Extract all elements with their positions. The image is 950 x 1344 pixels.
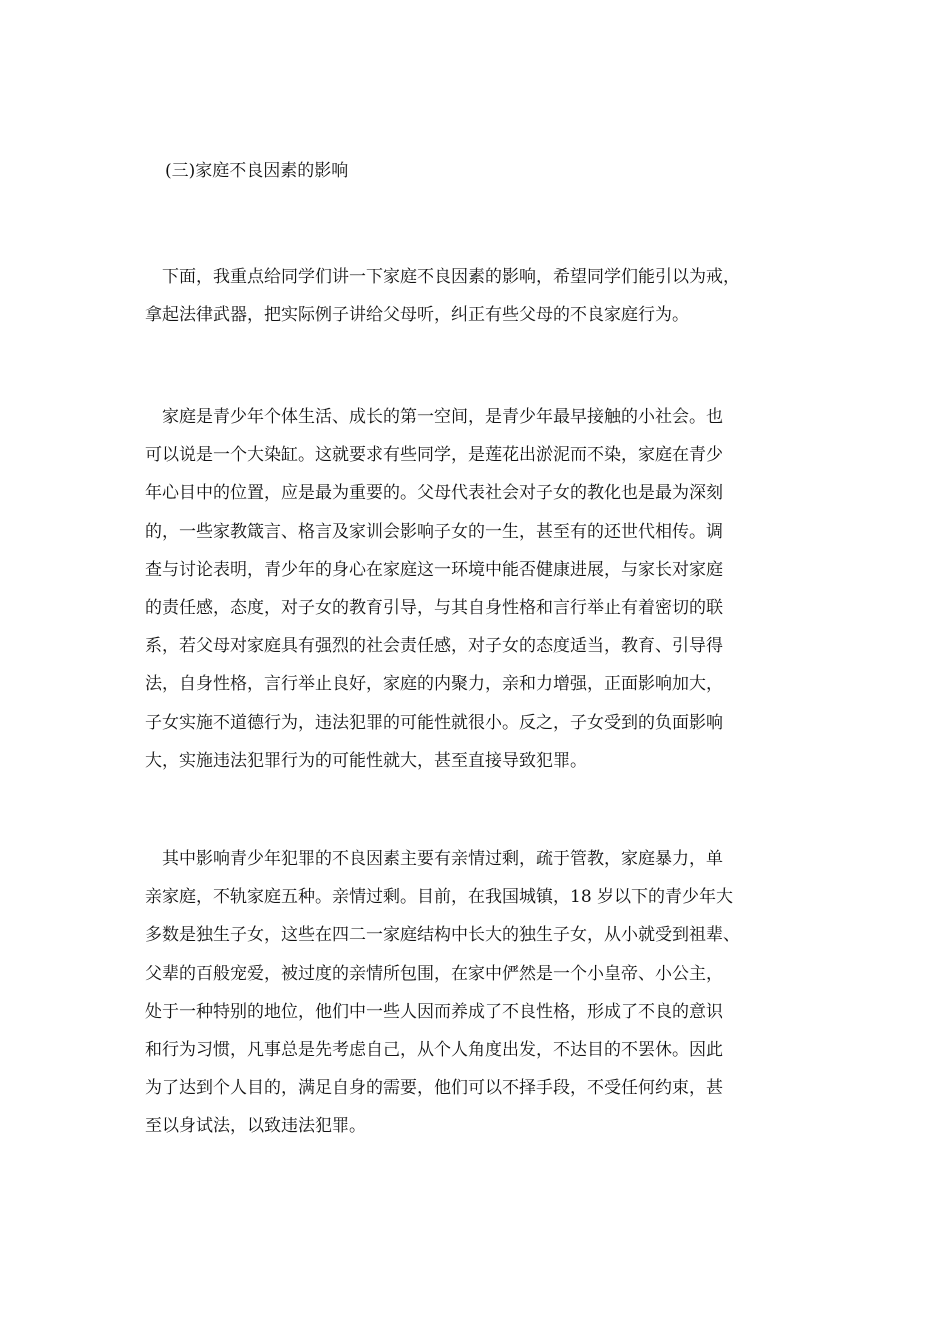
paragraph-2 bbox=[145, 398, 810, 780]
paragraph-line: 的责任感，态度，对子女的教育引导，与其自身性格和言行举止有着密切的联 bbox=[145, 597, 723, 618]
paragraph-line: 查与讨论表明，青少年的身心在家庭这一环境中能否健康进展，与家长对家庭 bbox=[145, 559, 723, 580]
paragraph-line: 亲家庭，不轨家庭五种。亲情过剩。目前，在我国城镇，18 岁以下的青少年大 bbox=[145, 887, 734, 908]
section-heading: (三)家庭不良因素的影响 bbox=[165, 161, 349, 181]
paragraph-1 bbox=[145, 258, 810, 334]
paragraph-line: 的，一些家教箴言、格言及家训会影响子女的一生，甚至有的还世代相传。调 bbox=[145, 521, 723, 542]
paragraph-line: 年心目中的位置，应是最为重要的。父母代表社会对子女的教化也是最为深刻 bbox=[145, 483, 723, 504]
paragraph-line: 处于一种特别的地位，他们中一些人因而养成了不良性格，形成了不良的意识 bbox=[145, 1001, 723, 1022]
paragraph-line: 和行为习惯，凡事总是先考虑自己，从个人角度出发，不达目的不罢休。因此 bbox=[145, 1039, 723, 1060]
paragraph-line: 为了达到个人目的，满足自身的需要，他们可以不择手段，不受任何约束，甚 bbox=[145, 1078, 723, 1099]
paragraph-line: 子女实施不道德行为，违法犯罪的可能性就很小。反之，子女受到的负面影响 bbox=[145, 712, 723, 733]
paragraph-line: 至以身试法，以致违法犯罪。 bbox=[145, 1116, 366, 1137]
paragraph-line: 大，实施违法犯罪行为的可能性就大，甚至直接导致犯罪。 bbox=[145, 750, 587, 771]
paragraph-line: 其中影响青少年犯罪的不良因素主要有亲情过剩，疏于管教，家庭暴力，单 bbox=[145, 849, 723, 869]
paragraph-3 bbox=[145, 840, 810, 1146]
paragraph-line: 家庭是青少年个体生活、成长的第一空间，是青少年最早接触的小社会。也 bbox=[145, 407, 723, 427]
paragraph-line: 多数是独生子女，这些在四二一家庭结构中长大的独生子女，从小就受到祖辈、 bbox=[145, 925, 740, 946]
paragraph-line: 法，自身性格，言行举止良好，家庭的内聚力，亲和力增强，正面影响加大， bbox=[145, 674, 723, 695]
paragraph-line: 下面，我重点给同学们讲一下家庭不良因素的影响，希望同学们能引以为戒， bbox=[145, 267, 740, 287]
paragraph-line: 系，若父母对家庭具有强烈的社会责任感，对子女的态度适当，教育、引导得 bbox=[145, 636, 723, 657]
paragraph-line: 拿起法律武器，把实际例子讲给父母听，纠正有些父母的不良家庭行为。 bbox=[145, 305, 689, 326]
paragraph-line: 可以说是一个大染缸。这就要求有些同学，是莲花出淤泥而不染，家庭在青少 bbox=[145, 445, 723, 466]
paragraph-line: 父辈的百般宠爱，被过度的亲情所包围，在家中俨然是一个小皇帝、小公主， bbox=[145, 963, 723, 984]
